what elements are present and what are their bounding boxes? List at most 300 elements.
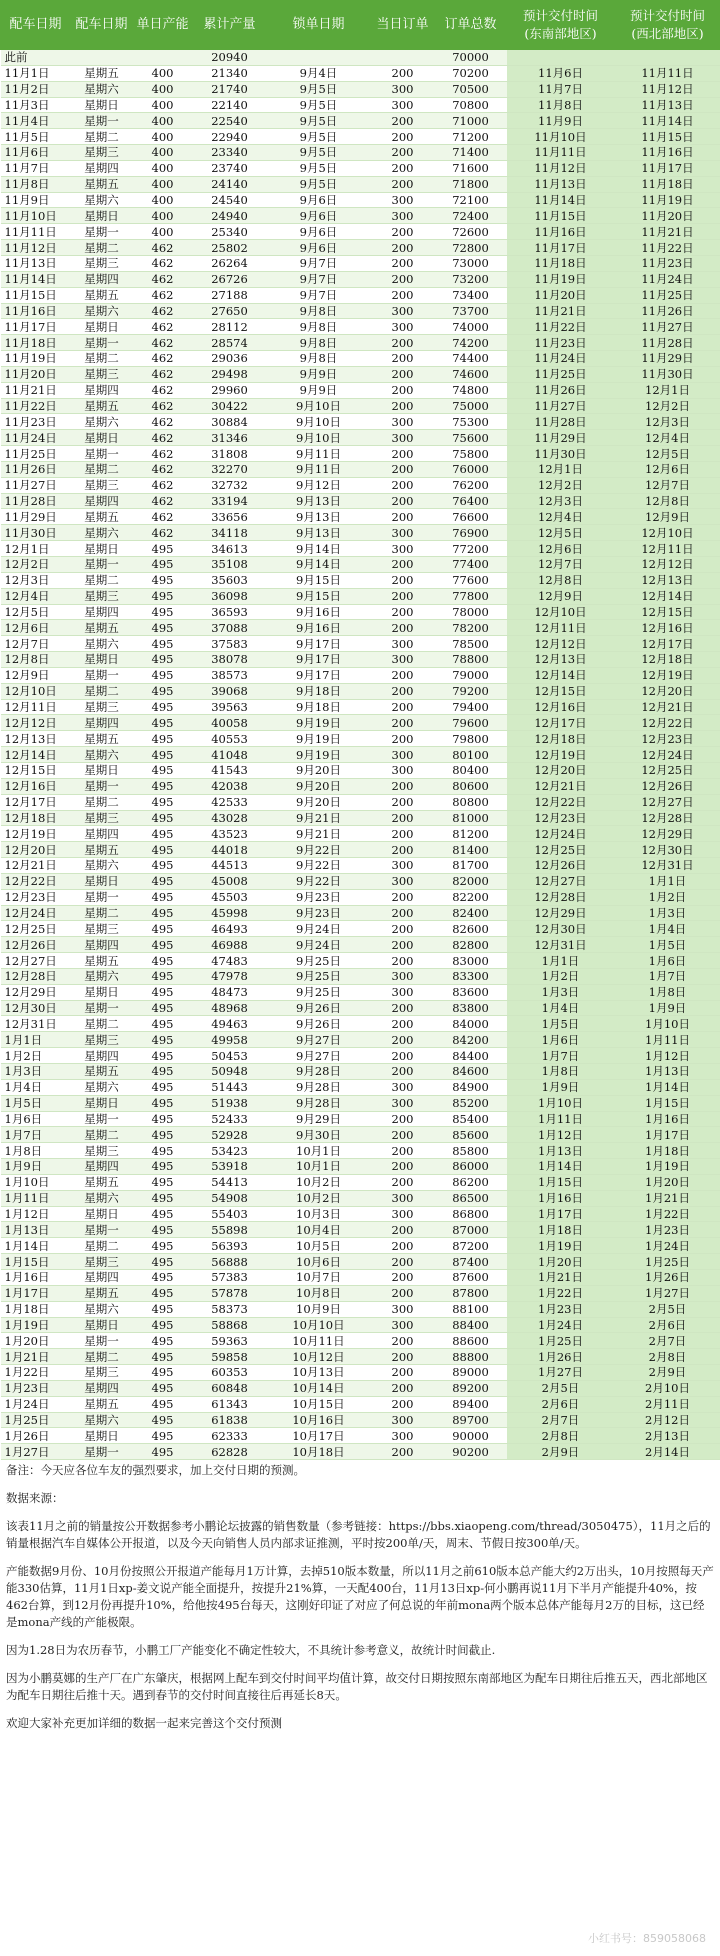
cell-daily-orders: 200 [371,509,435,525]
cell-weekday: 星期五 [71,65,133,81]
cell-daily-orders: 300 [371,541,435,557]
table-row [1,319,720,335]
cell-allocation-date: 12月17日 [1,794,71,810]
cell-daily-orders: 200 [371,113,435,129]
cell-allocation-date: 1月26日 [1,1428,71,1444]
cell-allocation-date: 此前 [1,50,71,66]
cell-lock-date: 9月27日 [267,1032,371,1048]
cell-daily-capacity: 462 [133,509,193,525]
cell-allocation-date: 1月7日 [1,1127,71,1143]
cell-lock-date: 9月15日 [267,572,371,588]
cell-delivery-northwest: 12月28日 [615,810,720,826]
cell-cumulative-output: 37583 [193,636,267,652]
cell-delivery-northwest: 2月12日 [615,1412,720,1428]
cell-delivery-southeast: 12月3日 [507,493,615,509]
table-row [1,208,720,224]
table-row [1,398,720,414]
cell-daily-orders: 300 [371,1412,435,1428]
cell-daily-orders: 200 [371,224,435,240]
cell-daily-capacity: 400 [133,65,193,81]
cell-daily-capacity: 495 [133,1349,193,1365]
cell-weekday: 星期五 [71,1174,133,1190]
cell-daily-capacity: 495 [133,1285,193,1301]
table-row [1,1333,720,1349]
cell-weekday: 星期二 [71,351,133,367]
cell-delivery-southeast [507,50,615,66]
cell-daily-capacity: 495 [133,1000,193,1016]
cell-delivery-southeast: 12月20日 [507,762,615,778]
cell-daily-capacity: 495 [133,1238,193,1254]
cell-delivery-northwest: 12月4日 [615,430,720,446]
table-row [1,1396,720,1412]
cell-delivery-southeast: 11月13日 [507,176,615,192]
cell-daily-orders: 300 [371,1095,435,1111]
cell-delivery-southeast: 12月25日 [507,842,615,858]
cell-daily-capacity: 495 [133,984,193,1000]
cell-daily-capacity: 495 [133,1095,193,1111]
cell-weekday: 星期五 [71,953,133,969]
cell-weekday: 星期日 [71,1317,133,1333]
cell-daily-capacity: 495 [133,1333,193,1349]
cell-lock-date [267,50,371,66]
cell-daily-orders: 300 [371,414,435,430]
cell-daily-orders: 200 [371,557,435,573]
cell-daily-capacity: 495 [133,699,193,715]
table-row [1,794,720,810]
cell-lock-date: 9月15日 [267,588,371,604]
cell-daily-capacity: 495 [133,1143,193,1159]
cell-cumulative-output: 39068 [193,683,267,699]
cell-delivery-southeast: 11月16日 [507,224,615,240]
cell-allocation-date: 11月17日 [1,319,71,335]
cell-cumulative-output: 55898 [193,1222,267,1238]
cell-delivery-northwest: 11月27日 [615,319,720,335]
cell-weekday: 星期三 [71,477,133,493]
cell-total-orders: 79600 [435,715,507,731]
cell-delivery-northwest: 11月12日 [615,81,720,97]
cell-lock-date: 9月5日 [267,97,371,113]
cell-delivery-southeast: 1月7日 [507,1048,615,1064]
cell-allocation-date: 1月4日 [1,1079,71,1095]
cell-allocation-date: 1月19日 [1,1317,71,1333]
cell-total-orders: 79800 [435,731,507,747]
cell-allocation-date: 1月12日 [1,1206,71,1222]
table-row [1,747,720,763]
table-row [1,351,720,367]
cell-weekday: 星期五 [71,842,133,858]
cell-cumulative-output: 40058 [193,715,267,731]
cell-weekday: 星期三 [71,366,133,382]
cell-allocation-date: 11月4日 [1,113,71,129]
table-row [1,667,720,683]
cell-daily-orders: 200 [371,1016,435,1032]
cell-delivery-northwest: 2月11日 [615,1396,720,1412]
cell-lock-date: 9月10日 [267,414,371,430]
cell-daily-orders: 200 [371,1174,435,1190]
cell-lock-date: 9月17日 [267,652,371,668]
cell-total-orders: 85400 [435,1111,507,1127]
cell-cumulative-output: 38573 [193,667,267,683]
cell-weekday: 星期六 [71,636,133,652]
cell-delivery-northwest: 11月13日 [615,97,720,113]
cell-allocation-date: 1月20日 [1,1333,71,1349]
cell-daily-capacity: 495 [133,1048,193,1064]
cell-daily-capacity: 462 [133,493,193,509]
cell-cumulative-output: 43028 [193,810,267,826]
cell-total-orders: 77200 [435,541,507,557]
cell-allocation-date: 12月31日 [1,1016,71,1032]
table-row [1,97,720,113]
cell-cumulative-output: 50453 [193,1048,267,1064]
cell-delivery-northwest: 12月19日 [615,667,720,683]
cell-total-orders: 86800 [435,1206,507,1222]
cell-lock-date: 9月23日 [267,905,371,921]
header-delivery-southeast: 预计交付时间 (东南部地区) [507,1,615,50]
cell-delivery-northwest: 11月19日 [615,192,720,208]
cell-daily-capacity: 495 [133,826,193,842]
cell-daily-orders: 300 [371,762,435,778]
cell-daily-capacity: 495 [133,557,193,573]
cell-delivery-northwest: 12月23日 [615,731,720,747]
cell-weekday: 星期日 [71,541,133,557]
cell-total-orders: 75800 [435,446,507,462]
table-row [1,446,720,462]
cell-delivery-northwest: 1月5日 [615,937,720,953]
cell-delivery-northwest: 12月7日 [615,477,720,493]
cell-delivery-southeast: 12月29日 [507,905,615,921]
cell-total-orders: 71400 [435,145,507,161]
cell-delivery-northwest: 1月23日 [615,1222,720,1238]
cell-allocation-date: 11月26日 [1,461,71,477]
cell-total-orders: 84600 [435,1064,507,1080]
cell-allocation-date: 1月8日 [1,1143,71,1159]
watermark-text: 小红书号：859058068 [588,1932,706,1945]
cell-allocation-date: 11月27日 [1,477,71,493]
cell-delivery-southeast: 12月21日 [507,778,615,794]
cell-cumulative-output: 22940 [193,129,267,145]
cell-delivery-northwest: 1月14日 [615,1079,720,1095]
cell-delivery-southeast: 12月31日 [507,937,615,953]
table-row [1,953,720,969]
cell-allocation-date: 11月29日 [1,509,71,525]
table-row [1,1285,720,1301]
cell-lock-date: 9月9日 [267,382,371,398]
cell-allocation-date: 12月29日 [1,984,71,1000]
cell-lock-date: 9月16日 [267,604,371,620]
table-row [1,968,720,984]
cell-lock-date: 9月8日 [267,319,371,335]
table-row [1,113,720,129]
cell-weekday: 星期日 [71,430,133,446]
cell-delivery-northwest: 2月8日 [615,1349,720,1365]
cell-daily-orders: 200 [371,1159,435,1175]
cell-lock-date: 9月18日 [267,699,371,715]
cell-weekday: 星期六 [71,303,133,319]
cell-lock-date: 9月16日 [267,620,371,636]
header-daily-capacity: 单日产能 [133,1,193,50]
cell-delivery-southeast: 1月9日 [507,1079,615,1095]
cell-total-orders: 87200 [435,1238,507,1254]
cell-allocation-date: 11月6日 [1,145,71,161]
cell-daily-capacity: 400 [133,145,193,161]
cell-weekday: 星期二 [71,240,133,256]
cell-lock-date: 9月20日 [267,794,371,810]
cell-lock-date: 9月21日 [267,826,371,842]
cell-total-orders: 70000 [435,50,507,66]
cell-delivery-southeast: 11月11日 [507,145,615,161]
cell-daily-orders: 200 [371,271,435,287]
cell-lock-date: 9月17日 [267,667,371,683]
cell-daily-capacity: 495 [133,762,193,778]
cell-daily-capacity: 462 [133,446,193,462]
cell-daily-capacity: 495 [133,858,193,874]
cell-lock-date: 10月14日 [267,1380,371,1396]
cell-daily-orders: 200 [371,287,435,303]
cell-total-orders: 71800 [435,176,507,192]
cell-weekday: 星期五 [71,1064,133,1080]
cell-daily-capacity: 462 [133,240,193,256]
cell-cumulative-output: 21740 [193,81,267,97]
cell-lock-date: 9月13日 [267,509,371,525]
cell-lock-date: 9月14日 [267,557,371,573]
cell-cumulative-output: 39563 [193,699,267,715]
table-row [1,509,720,525]
cell-delivery-southeast: 12月24日 [507,826,615,842]
cell-weekday: 星期二 [71,1349,133,1365]
table-row [1,937,720,953]
cell-daily-capacity: 495 [133,842,193,858]
cell-lock-date: 10月18日 [267,1444,371,1460]
cell-weekday: 星期三 [71,588,133,604]
cell-delivery-southeast: 2月9日 [507,1444,615,1460]
cell-total-orders: 71600 [435,160,507,176]
cell-allocation-date: 11月11日 [1,224,71,240]
cell-delivery-southeast: 2月5日 [507,1380,615,1396]
cell-delivery-northwest: 12月6日 [615,461,720,477]
table-row [1,287,720,303]
cell-total-orders: 87600 [435,1269,507,1285]
cell-daily-orders: 300 [371,319,435,335]
cell-total-orders: 77800 [435,588,507,604]
table-row [1,588,720,604]
cell-total-orders: 77400 [435,557,507,573]
table-row [1,366,720,382]
table-row [1,1079,720,1095]
cell-delivery-southeast: 11月23日 [507,335,615,351]
cell-daily-orders: 300 [371,1317,435,1333]
cell-allocation-date: 11月9日 [1,192,71,208]
cell-lock-date: 9月20日 [267,778,371,794]
cell-lock-date: 9月27日 [267,1048,371,1064]
cell-allocation-date: 12月26日 [1,937,71,953]
cell-delivery-southeast: 11月29日 [507,430,615,446]
cell-daily-orders: 300 [371,81,435,97]
cell-delivery-northwest: 12月18日 [615,652,720,668]
cell-delivery-northwest: 1月24日 [615,1238,720,1254]
cell-delivery-southeast: 1月5日 [507,1016,615,1032]
cell-delivery-southeast: 12月13日 [507,652,615,668]
cell-cumulative-output: 59858 [193,1349,267,1365]
cell-cumulative-output: 30422 [193,398,267,414]
cell-lock-date: 9月8日 [267,303,371,319]
cell-cumulative-output: 46988 [193,937,267,953]
cell-lock-date: 9月5日 [267,113,371,129]
cell-lock-date: 9月19日 [267,747,371,763]
table-row [1,255,720,271]
cell-weekday: 星期六 [71,858,133,874]
cell-allocation-date: 11月3日 [1,97,71,113]
cell-delivery-southeast: 1月14日 [507,1159,615,1175]
cell-delivery-northwest: 12月24日 [615,747,720,763]
cell-allocation-date: 11月1日 [1,65,71,81]
cell-delivery-southeast: 12月12日 [507,636,615,652]
cell-lock-date: 9月11日 [267,446,371,462]
cell-daily-orders: 200 [371,953,435,969]
cell-daily-orders: 200 [371,1127,435,1143]
welcome-note: 欢迎大家补充更加详细的数据一起来完善这个交付预测 [6,1716,282,1731]
cell-cumulative-output: 29498 [193,366,267,382]
cell-delivery-southeast: 2月6日 [507,1396,615,1412]
cell-lock-date: 9月10日 [267,398,371,414]
cell-daily-orders: 300 [371,208,435,224]
cell-delivery-northwest: 12月3日 [615,414,720,430]
cell-total-orders: 76600 [435,509,507,525]
cell-delivery-northwest: 1月6日 [615,953,720,969]
cell-weekday: 星期二 [71,905,133,921]
cell-delivery-southeast: 12月28日 [507,889,615,905]
table-row [1,1159,720,1175]
cell-weekday: 星期五 [71,176,133,192]
cell-allocation-date: 1月17日 [1,1285,71,1301]
cell-allocation-date: 1月21日 [1,1349,71,1365]
cell-lock-date: 10月5日 [267,1238,371,1254]
cell-daily-orders: 200 [371,810,435,826]
cell-delivery-northwest: 11月28日 [615,335,720,351]
cell-cumulative-output: 53423 [193,1143,267,1159]
cell-delivery-southeast: 11月17日 [507,240,615,256]
cell-weekday: 星期六 [71,1079,133,1095]
cell-allocation-date: 12月15日 [1,762,71,778]
cell-total-orders: 85600 [435,1127,507,1143]
cell-delivery-northwest: 2月10日 [615,1380,720,1396]
cell-weekday: 星期日 [71,97,133,113]
cell-delivery-southeast: 12月16日 [507,699,615,715]
cell-daily-capacity: 462 [133,319,193,335]
cell-total-orders: 88100 [435,1301,507,1317]
cell-allocation-date: 1月3日 [1,1064,71,1080]
table-row [1,1254,720,1270]
cell-daily-orders: 200 [371,778,435,794]
cell-lock-date: 9月7日 [267,287,371,303]
table-row [1,335,720,351]
cell-delivery-southeast: 1月26日 [507,1349,615,1365]
cell-delivery-southeast: 1月17日 [507,1206,615,1222]
cell-daily-orders: 200 [371,572,435,588]
cutoff-note: 因为1.28日为农历春节，小鹏工厂产能变化不确定性较大，不具统计参考意义，故统计时间截止. [6,1643,496,1658]
cell-total-orders: 78000 [435,604,507,620]
cell-total-orders: 88400 [435,1317,507,1333]
cell-delivery-southeast: 11月14日 [507,192,615,208]
cell-lock-date: 9月25日 [267,953,371,969]
cell-total-orders: 74800 [435,382,507,398]
cell-total-orders: 85200 [435,1095,507,1111]
cell-total-orders: 79200 [435,683,507,699]
cell-lock-date: 9月5日 [267,145,371,161]
cell-daily-orders: 300 [371,652,435,668]
cell-allocation-date: 11月30日 [1,525,71,541]
cell-delivery-northwest: 1月21日 [615,1190,720,1206]
cell-daily-orders: 300 [371,984,435,1000]
table-row [1,826,720,842]
table-row [1,810,720,826]
cell-daily-capacity: 495 [133,1064,193,1080]
cell-lock-date: 9月24日 [267,921,371,937]
table-row [1,160,720,176]
cell-daily-orders: 200 [371,1349,435,1365]
cell-total-orders: 83800 [435,1000,507,1016]
cell-weekday: 星期日 [71,1428,133,1444]
cell-weekday: 星期四 [71,493,133,509]
cell-delivery-northwest: 1月10日 [615,1016,720,1032]
cell-delivery-northwest: 2月5日 [615,1301,720,1317]
cell-weekday: 星期二 [71,1238,133,1254]
cell-daily-orders: 200 [371,1111,435,1127]
table-row [1,240,720,256]
cell-allocation-date: 11月19日 [1,351,71,367]
cell-lock-date: 9月19日 [267,715,371,731]
cell-weekday: 星期四 [71,1269,133,1285]
cell-allocation-date: 1月6日 [1,1111,71,1127]
cell-delivery-northwest: 1月3日 [615,905,720,921]
cell-weekday: 星期三 [71,1143,133,1159]
cell-delivery-northwest: 1月8日 [615,984,720,1000]
cell-total-orders: 89400 [435,1396,507,1412]
cell-daily-capacity: 495 [133,953,193,969]
cell-allocation-date: 1月27日 [1,1444,71,1460]
cell-delivery-southeast: 1月10日 [507,1095,615,1111]
cell-delivery-northwest: 1月15日 [615,1095,720,1111]
table-row [1,525,720,541]
cell-delivery-southeast: 12月26日 [507,858,615,874]
cell-daily-orders: 200 [371,905,435,921]
cell-daily-capacity: 462 [133,414,193,430]
cell-total-orders: 84200 [435,1032,507,1048]
cell-cumulative-output: 27188 [193,287,267,303]
cell-delivery-northwest: 1月12日 [615,1048,720,1064]
cell-cumulative-output: 24940 [193,208,267,224]
cell-weekday: 星期一 [71,224,133,240]
cell-allocation-date: 12月2日 [1,557,71,573]
table-row [1,145,720,161]
cell-allocation-date: 1月1日 [1,1032,71,1048]
cell-weekday: 星期五 [71,731,133,747]
cell-weekday: 星期六 [71,414,133,430]
cell-cumulative-output: 44018 [193,842,267,858]
cell-allocation-date: 11月12日 [1,240,71,256]
cell-delivery-southeast: 1月12日 [507,1127,615,1143]
cell-daily-orders: 300 [371,1301,435,1317]
cell-lock-date: 10月13日 [267,1365,371,1381]
cell-allocation-date: 11月10日 [1,208,71,224]
cell-total-orders: 80400 [435,762,507,778]
cell-delivery-southeast: 1月1日 [507,953,615,969]
cell-daily-capacity: 495 [133,921,193,937]
cell-daily-orders: 200 [371,715,435,731]
cell-daily-capacity: 400 [133,129,193,145]
cell-daily-orders: 200 [371,1032,435,1048]
cell-cumulative-output: 62828 [193,1444,267,1460]
table-row [1,858,720,874]
